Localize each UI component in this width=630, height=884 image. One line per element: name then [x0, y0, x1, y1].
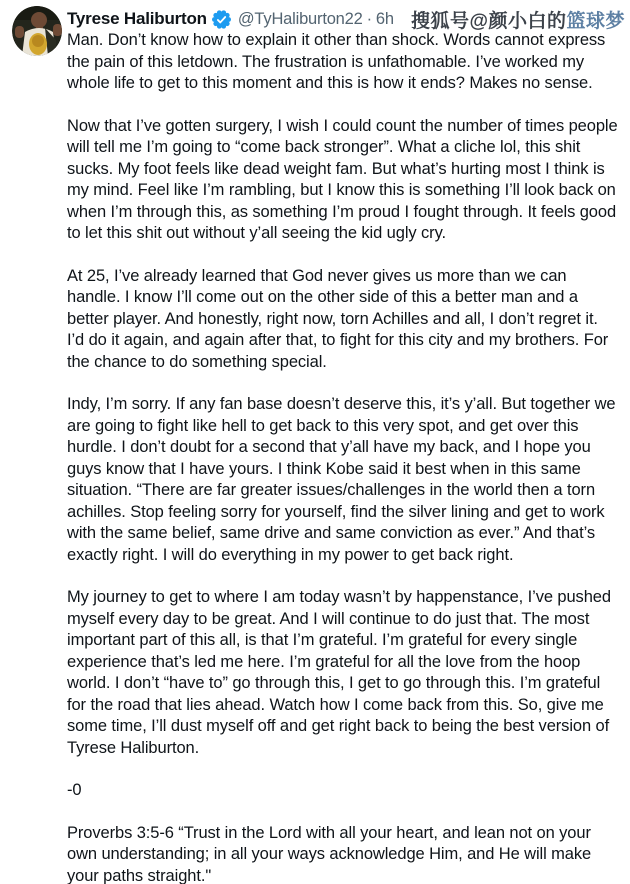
watermark-suffix: 篮球梦 — [566, 11, 625, 32]
author-handle[interactable]: @TyHaliburton22 — [237, 10, 363, 28]
verified-badge-icon — [212, 10, 231, 29]
tweet-paragraph: At 25, I’ve already learned that God never gives us more than we can handle. I know I’ll come out on the other side of this a better man and a better player. And honestly, right now, torn Achilles and all, I don’t regret it. I’d do it again, and again after that, to fight for this city and my brothers. For the chance to do something special. — [67, 266, 609, 371]
tweet-text — [67, 30, 618, 884]
tweet-paragraph: My journey to get to where I am today wasn’t by happenstance, I’ve pushed myself every day to be great. And I will continue to do just that. The most important part of this all, is that I’m grateful. I’m grateful for every single experience that’s led me here. I’m grateful for all the love from the hoop world. I don’t “have to” go through this, I get to go through this. I’m grateful for the road that lies ahead. Watch how I come back from this. So, give me some time, I’ll dust myself off and get right back to being the best version of Tyrese Haliburton. — [67, 588, 611, 757]
dot-separator: · — [366, 10, 372, 28]
author-name[interactable]: Tyrese Haliburton — [67, 9, 207, 28]
tweet-content — [67, 8, 618, 884]
profile-photo-icon — [12, 6, 62, 56]
avatar[interactable] — [12, 6, 62, 56]
timestamp[interactable]: 6h — [375, 10, 394, 28]
tweet-paragraph-signoff: -0 — [67, 781, 82, 799]
watermark-prefix: 搜狐号@颜小白的 — [410, 11, 567, 32]
tweet-header — [67, 8, 618, 30]
tweet-paragraph: Now that I’ve gotten surgery, I wish I could count the number of times people will tell me I’m going to “come back stronger”. What a cliche lol, this shit sucks. My foot feels like dead weight fam. But what’s hurting most I think is my mind. Feel like I’m rambling, but I know this is something I’ll look back on when I’m through this, as something I’m proud I fought through. It feels good to let this shit out without y’all seeing the kid ugly cry. — [67, 116, 618, 242]
tweet-paragraph: Man. Don’t know how to explain it other than shock. Words cannot express the pain of this letdown. The frustration is unfathomable. I’ve worked my whole life to get to this moment and this is how it ends? Makes no sense. — [67, 31, 606, 92]
tweet-paragraph: Indy, I’m sorry. If any fan base doesn’t deserve this, it’s y’all. But together we are going to fight like hell to get back to this very spot, and get over this hurdle. I don’t doubt for a second that y’all have my back, and I hope you guys know that I have yours. I think Kobe said it best when in this same situation. “There are far greater issues/challenges in the world then a torn achilles. Stop feeling sorry for yourself, find the silver lining and get to work with the same belief, same drive and same conviction as ever.” And that’s exactly right. I will do everything in my power to get back right. — [67, 395, 616, 564]
tweet-paragraph-verse: Proverbs 3:5-6 “Trust in the Lord with all your heart, and lean not on your own understanding; in all your ways acknowledge Him, and He will make your paths straight." — [67, 823, 592, 884]
